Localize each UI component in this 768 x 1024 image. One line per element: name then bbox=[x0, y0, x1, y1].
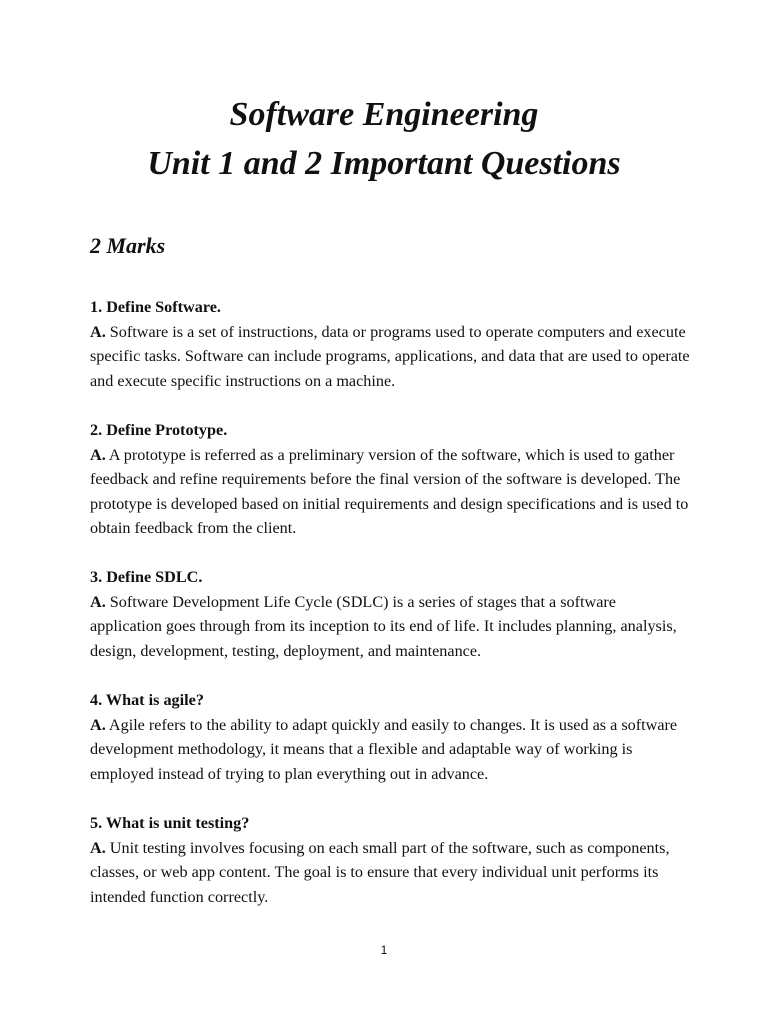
question-block-1 bbox=[90, 295, 690, 393]
answer-prefix: A. bbox=[90, 445, 106, 464]
question-block-5 bbox=[90, 811, 690, 909]
answer-paragraph bbox=[90, 320, 690, 394]
question-block-2 bbox=[90, 418, 690, 541]
page-number: 1 bbox=[380, 943, 388, 957]
answer-paragraph bbox=[90, 713, 690, 787]
answer-text: Agile refers to the ability to adapt quickly and easily to changes. It is used as a software development methodology, it means that a flexible and adaptable way of working is employed instead of trying to plan everything out in advance. bbox=[90, 715, 678, 783]
answer-paragraph bbox=[90, 443, 690, 541]
question-text: 3. Define SDLC. bbox=[90, 568, 203, 586]
answer-text: A prototype is referred as a preliminary version of the software, which is used to gather feedback and refine requirements before the final version of the software is developed. The prototype is developed based on initial requirements and design specifications and is used to obtain feedback from the client. bbox=[90, 445, 689, 537]
question-text: 1. Define Software. bbox=[90, 298, 221, 316]
question-block-4 bbox=[90, 688, 690, 786]
document-title-line-1: Software Engineering bbox=[229, 96, 539, 133]
question-block-3 bbox=[90, 565, 690, 663]
answer-prefix: A. bbox=[90, 322, 106, 341]
document-title-line-2: Unit 1 and 2 Important Questions bbox=[147, 145, 621, 182]
answer-text: Software is a set of instructions, data or programs used to operate computers and execute specific tasks. Software can include programs, applications, and data that are used to operate and execute specific instructions on a machine. bbox=[90, 322, 690, 390]
answer-prefix: A. bbox=[90, 715, 106, 734]
question-text: 4. What is agile? bbox=[90, 691, 204, 709]
answer-text: Unit testing involves focusing on each small part of the software, such as components, classes, or web app content. The goal is to ensure that every individual unit performs its intended function correctly. bbox=[90, 838, 670, 906]
answer-text: Software Development Life Cycle (SDLC) is a series of stages that a software application goes through from its inception to its end of life. It includes planning, analysis, design, development, testing, deployment, and maintenance. bbox=[90, 592, 677, 660]
answer-prefix: A. bbox=[90, 592, 106, 611]
question-text: 2. Define Prototype. bbox=[90, 421, 228, 439]
answer-paragraph bbox=[90, 836, 690, 910]
question-text: 5. What is unit testing? bbox=[90, 814, 250, 832]
section-heading: 2 Marks bbox=[90, 233, 166, 258]
answer-prefix: A. bbox=[90, 838, 106, 857]
answer-paragraph bbox=[90, 590, 690, 664]
